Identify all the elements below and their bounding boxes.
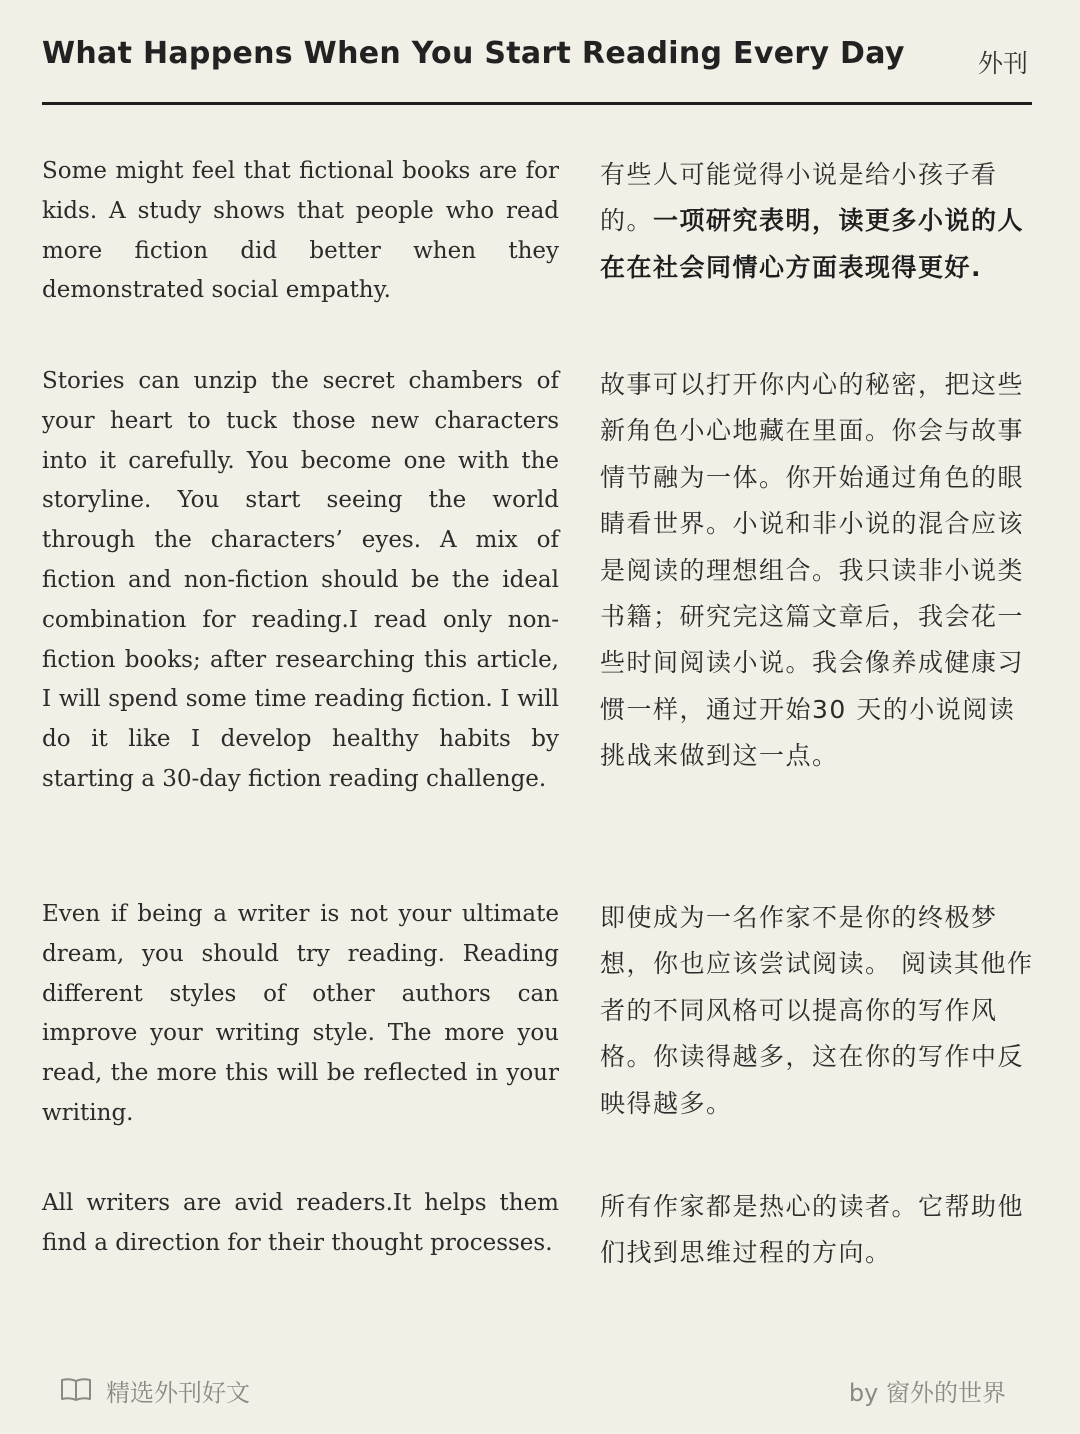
paragraph-english: Even if being a writer is not your ultimate dream, you should try reading. Reading different styles of other authors can improve your writing style. The more you read, the more this will be reflected in your writing. [42,901,559,1126]
paragraph-english: Stories can unzip the secret chambers of your heart to tuck those new characters into it carefully. You become one with the storyline. You start seeing the world through the characters’ eyes. A mix of fiction and non-fiction should be the ideal combination for reading.I read only non-fiction books; after researching this article, I will spend some time reading fiction. I will do it like I develop healthy habits by starting a 30-day fiction reading challenge. [42,368,559,792]
paragraph-chinese: 所有作家都是热心的读者。它帮助他们找到思维过程的方向。 [600,1192,1025,1268]
paragraph-english: All writers are avid readers.It helps them find a direction for their thought processes. [42,1190,559,1256]
page-title: What Happens When You Start Reading Every Day [42,36,905,71]
paragraph-chinese: 即使成为一名作家不是你的终极梦想，你也应该尝试阅读。 阅读其他作者的不同风格可以提高你的写作风格。你读得越多，这在你的写作中反映得越多。 [600,903,1034,1118]
page-header [42,30,1032,105]
chinese-text: 有些人可能觉得小说是给小孩子看的。 [600,160,998,236]
paragraph-chinese: 故事可以打开你内心的秘密，把这些新角色小心地藏在里面。你会与故事情节融为一体。你开始通过角色的眼睛看世界。小说和非小说的混合应该是阅读的理想组合。我只读非小说类书籍；研究完这篇文章后，我会花一些时间阅读小说。我会像养成健康习惯一样，通过开始30 天的小说阅读挑战来做到这一点。 [600,370,1025,771]
footer-right-text: by 窗外的世界 [848,1378,1006,1407]
category-tag: 外刊 [977,49,1028,78]
book-icon [60,1376,92,1404]
footer-source [60,1372,250,1408]
chinese-bold-text: 一项研究表明，读更多小说的人在在社会同情心方面表现得更好. [600,206,1025,282]
paragraph-english: Some might feel that fictional books are for kids. A study shows that people who read more fiction did better when they demonstrated social empathy. [42,158,559,304]
paragraph-chinese [600,152,1034,291]
footer-left-text: 精选外刊好文 [106,1378,250,1407]
footer-author [849,1372,1006,1408]
